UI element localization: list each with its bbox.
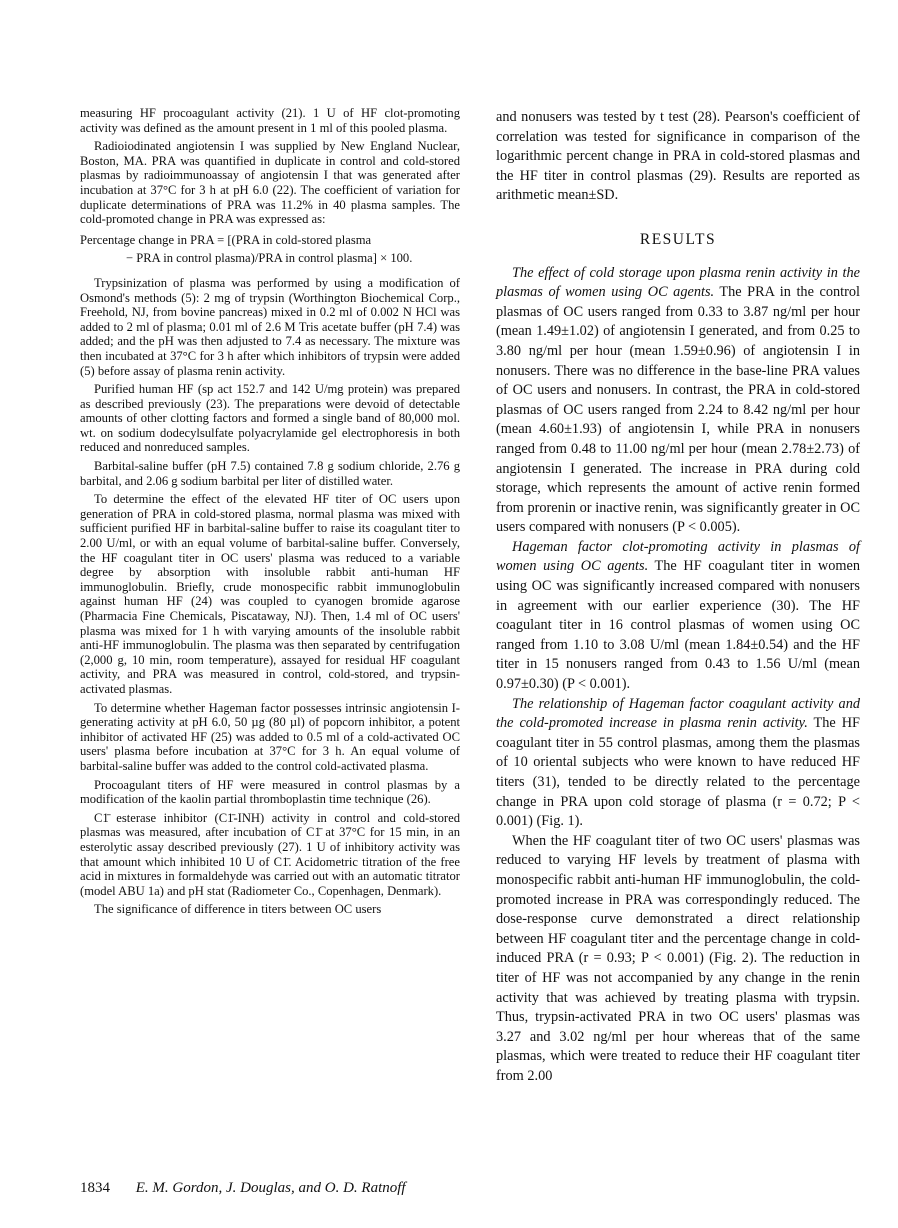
page-footer: [80, 1180, 406, 1197]
subsection-title: The relationship of Hageman factor coagulant activity and the cold-promoted increase in plasma renin activity.: [496, 695, 860, 732]
paragraph: Purified human HF (sp act 152.7 and 142 U/mg protein) was prepared as described previously (23). The preparations were devoid of detectable amounts of other clotting factors and formed a single band of 80,000 mol. wt. on sodium dodecylsulfate polyacrylamide gel electrophoresis in both reduced and nonreduced samples.: [80, 382, 460, 455]
authors: E. M. Gordon, J. Douglas, and O. D. Ratnoff: [135, 1180, 406, 1196]
paragraph: Barbital-saline buffer (pH 7.5) contained 7.8 g sodium chloride, 2.76 g barbital, and 2.06 g sodium barbital per liter of distilled water.: [80, 459, 460, 488]
subsection-title: The effect of cold storage upon plasma renin activity in the plasmas of women using OC agents.: [496, 264, 860, 301]
page-number: 1834: [80, 1180, 110, 1196]
paragraph-text: The PRA in the control plasmas of OC users ranged from 0.33 to 3.87 ng/ml per hour (mean 1.49±1.02) of angiotensin I generated, and from 0.25 to 3.80 ng/ml per hour (mean 1.59±0.96) of angiotensin I in nonusers. There was no difference in the base-line PRA values of OC users and nonusers. In contrast, the PRA in cold-stored plasmas of OC users ranged from 2.24 to 8.42 ng/ml per hour (mean 4.60±1.93) of angiotensin I, while PRA in nonusers ranged from 0.48 to 11.00 ng/ml per hour (mean 2.78±2.73) of angiotensin I generated. The increase in PRA during cold storage, which represents the amount of active renin formed from prorenin or inactive renin, was significantly greater in OC users compared with nonusers (P < 0.005).: [496, 284, 860, 536]
paragraph: Trypsinization of plasma was performed by using a modification of Osmond's methods (5): 2 mg of trypsin (Worthington Biochemical Corp., Freehold, NJ, from bovine pancreas) mixed in 0.2 ml of 0.002 N HCl was added to 2 ml of plasma; 0.01 ml of 2.6 M Tris acetate buffer (pH 7.4) was added; and the pH was then adjusted to 7.4 as necessary. The mixture was then incubated at 37°C for 3 h after which inhibitors of trypsin were added (5) before assay of plasma renin activity.: [80, 275, 460, 378]
paragraph: [496, 264, 860, 538]
formula: [80, 233, 460, 266]
paragraph: To determine whether Hageman factor possesses intrinsic angiotensin I-generating activity at pH 6.0, 50 µg (80 µl) of popcorn inhibitor, a potent inhibitor of activated HF (25) was added to 0.5 ml of a cold-activated OC users' plasma before incubation at 37°C for 3 h. An equal volume of barbital-saline buffer was added to the control cold-activated plasma.: [80, 700, 460, 773]
paragraph: [496, 695, 860, 832]
formula-line: Percentage change in PRA = [(PRA in cold-stored plasma: [80, 232, 372, 247]
paragraph-text: The HF coagulant titer in women using OC was significantly increased compared with nonusers in agreement with our earlier experience (30). The HF coagulant titer in 16 control plasmas of women using OC ranged from 1.10 to 3.08 U/ml (mean 1.84±0.54) and the HF titer in 15 nonusers ranged from 0.43 to 1.56 U/ml (mean 0.97±0.30) (P < 0.001).: [496, 558, 860, 693]
paragraph: Radioiodinated angiotensin I was supplied by New England Nuclear, Boston, MA. PRA was quantified in duplicate in control and cold-stored plasmas by radioimmunoassay of angiotensin I that was generated after incubation at 37°C for 3 h at pH 6.0 (22). The coefficient of variation for duplicate determinations of PRA was 11.2% in 40 plasma samples. The cold-promoted change in PRA was expressed as:: [80, 139, 460, 227]
section-heading: RESULTS: [639, 230, 717, 248]
paragraph: and nonusers was tested by t test (28). Pearson's coefficient of correlation was tested for significance in comparison of the logarithmic percent change in PRA in cold-stored plasmas and the HF titer in control plasmas (29). Results are reported as arithmetic mean±SD.: [496, 109, 860, 204]
paragraph: To determine the effect of the elevated HF titer of OC users upon generation of PRA in cold-stored plasma, normal plasma was mixed with sufficient purified HF in barbital-saline buffer to raise its coagulant titer to 2.00 U/ml, or with an equal volume of barbital-saline buffer. Conversely, the HF coagulant titer in OC users' plasma was reduced to a variable degree by absorption with insoluble rabbit anti-human HF immunoglobulin. Briefly, crude monospecific rabbit immunoglobulin against human HF (24) was coupled to cyanogen bromide agarose (Pharmacia Fine Chemicals, Piscataway, NJ). Then, 1.4 ml of OC users' plasma was mixed for 1 h with varying amounts of the insoluble rabbit anti-HF immunoglobulin. The plasma was then separated by centrifugation (2,000 g, 10 min, room temperature), assayed for residual HF coagulant activity, and PRA was measured in control, cold-stored, and trypsin-activated plasmas.: [80, 492, 460, 696]
left-column: [80, 106, 460, 921]
formula-line: − PRA in control plasma)/PRA in control plasma] × 100.: [126, 251, 413, 266]
paragraph: measuring HF procoagulant activity (21). 1 U of HF clot-promoting activity was defined as the amount present in 1 ml of this pooled plasma.: [80, 106, 460, 135]
paragraph: The significance of difference in titers between OC users: [94, 902, 382, 917]
paragraph: Procoagulant titers of HF were measured in control plasmas by a modification of the kaolin partial thromboplastin time technique (26).: [80, 777, 460, 807]
paragraph: When the HF coagulant titer of two OC users' plasmas was reduced to varying HF levels by treatment of plasma with monospecific rabbit anti-human HF immunoglobulin, the cold-promoted increase in PRA was correspondingly reduced. The dose-response curve demonstrated a direct relationship between HF coagulant titer and the percentage change in cold-induced PRA (r = 0.93; P < 0.001) (Fig. 2). The reduction in titer of HF was not accompanied by any change in the renin activity that was achieved by treating plasma with trypsin. Thus, trypsin-activated PRA in two OC users' plasmas was 3.27 and 3.02 ng/ml per hour whereas that of the same plasmas, which were treated to reduce their HF coagulant titer from 2.00: [496, 832, 860, 1084]
subsection-title: Hageman factor clot-promoting activity in plasmas of women using OC agents.: [496, 538, 860, 575]
paragraph: C1̄ esterase inhibitor (C1̄-INH) activity in control and cold-stored plasmas was measured, after incubation of C1̄ at 37°C for 15 min, in an esterolytic assay described previously (27). 1 U of inhibitory activity was that amount which inhibited 10 U of C1̄. Acidometric titration of the free acid in mixtures in formaldehyde was carried out with an automatic titrator (model ABU 1a) and pH stat (Radiometer Co., Copenhagen, Denmark).: [80, 810, 460, 898]
right-column: [496, 108, 860, 1087]
paragraph: [496, 538, 860, 695]
paragraph-text: The HF coagulant titer in 55 control plasmas, among them the plasmas of 10 oriental subjects who were known to have reduced HF titers (31), tended to be directly related to the percentage change in PRA upon cold storage of plasma (r = 0.72; P < 0.001) (Fig. 1).: [496, 715, 860, 830]
